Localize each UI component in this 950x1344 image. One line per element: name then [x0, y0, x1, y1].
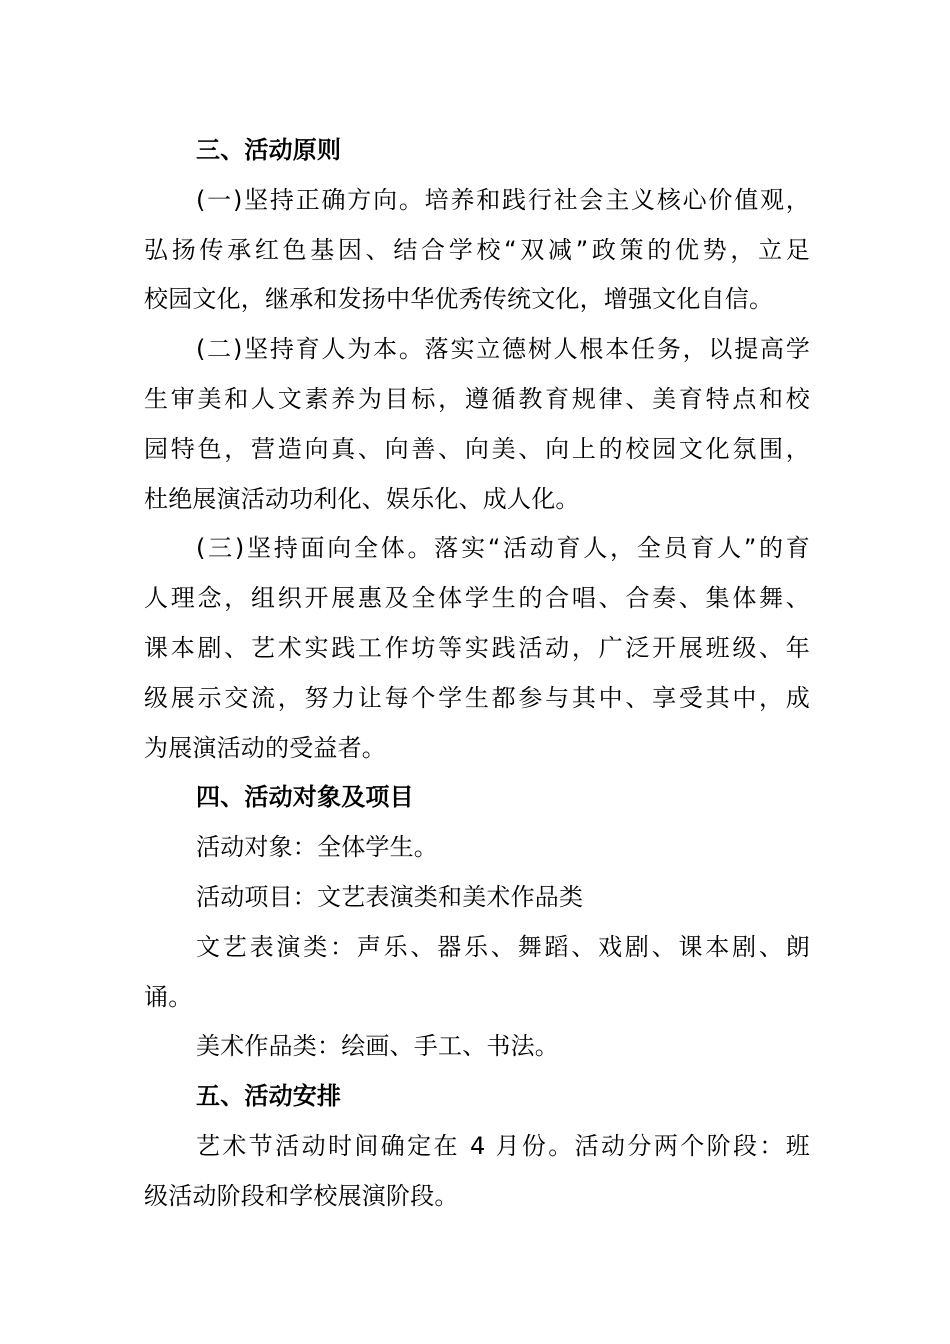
- section-heading: 三、活动原则: [196, 136, 342, 164]
- paragraph-line: (二)坚持育人为本。落实立德树人根本任务，以提高学: [196, 335, 810, 364]
- paragraph-line: 人理念，组织开展惠及全体学生的合唱、合奏、集体舞、: [144, 584, 810, 613]
- paragraph-line: 美术作品类：绘画、手工、书法。: [196, 1032, 559, 1061]
- section-heading: 四、活动对象及项目: [196, 783, 414, 812]
- document-body: [144, 126, 810, 1222]
- paragraph-line: (一)坚持正确方向。培养和践行社会主义核心价值观，: [196, 185, 810, 214]
- paragraph-line: 弘扬传承红色基因、结合学校“双减”政策的优势，立足: [144, 235, 810, 264]
- paragraph-line: 生审美和人文素养为目标，遵循教育规律、美育特点和校: [144, 384, 810, 413]
- paragraph-line: (三)坚持面向全体。落实“活动育人，全员育人”的育: [196, 534, 810, 563]
- section-heading: 五、活动安排: [196, 1082, 342, 1111]
- paragraph-line: 活动项目：文艺表演类和美术作品类: [196, 882, 584, 911]
- paragraph-line: 活动对象：全体学生。: [196, 833, 438, 862]
- paragraph-line: 园特色，营造向真、向善、向美、向上的校园文化氛围，: [144, 434, 810, 463]
- paragraph-line: 级展示交流，努力让每个学生都参与其中、享受其中，成: [144, 683, 810, 712]
- paragraph-line: 为展演活动的受益者。: [144, 733, 386, 762]
- paragraph-line: 课本剧、艺术实践工作坊等实践活动，广泛开展班级、年: [144, 633, 810, 662]
- paragraph-line: 诵。: [144, 982, 193, 1011]
- paragraph-line: 杜绝展演活动功利化、娱乐化、成人化。: [144, 484, 580, 513]
- paragraph-line: 文艺表演类：声乐、器乐、舞蹈、戏剧、课本剧、朗: [196, 932, 810, 961]
- paragraph-line: 校园文化，继承和发扬中华优秀传统文化，增强文化自信。: [144, 285, 774, 314]
- paragraph-line: 艺术节活动时间确定在 4 月份。活动分两个阶段：班: [196, 1131, 810, 1160]
- paragraph-line: 级活动阶段和学校展演阶段。: [144, 1181, 459, 1210]
